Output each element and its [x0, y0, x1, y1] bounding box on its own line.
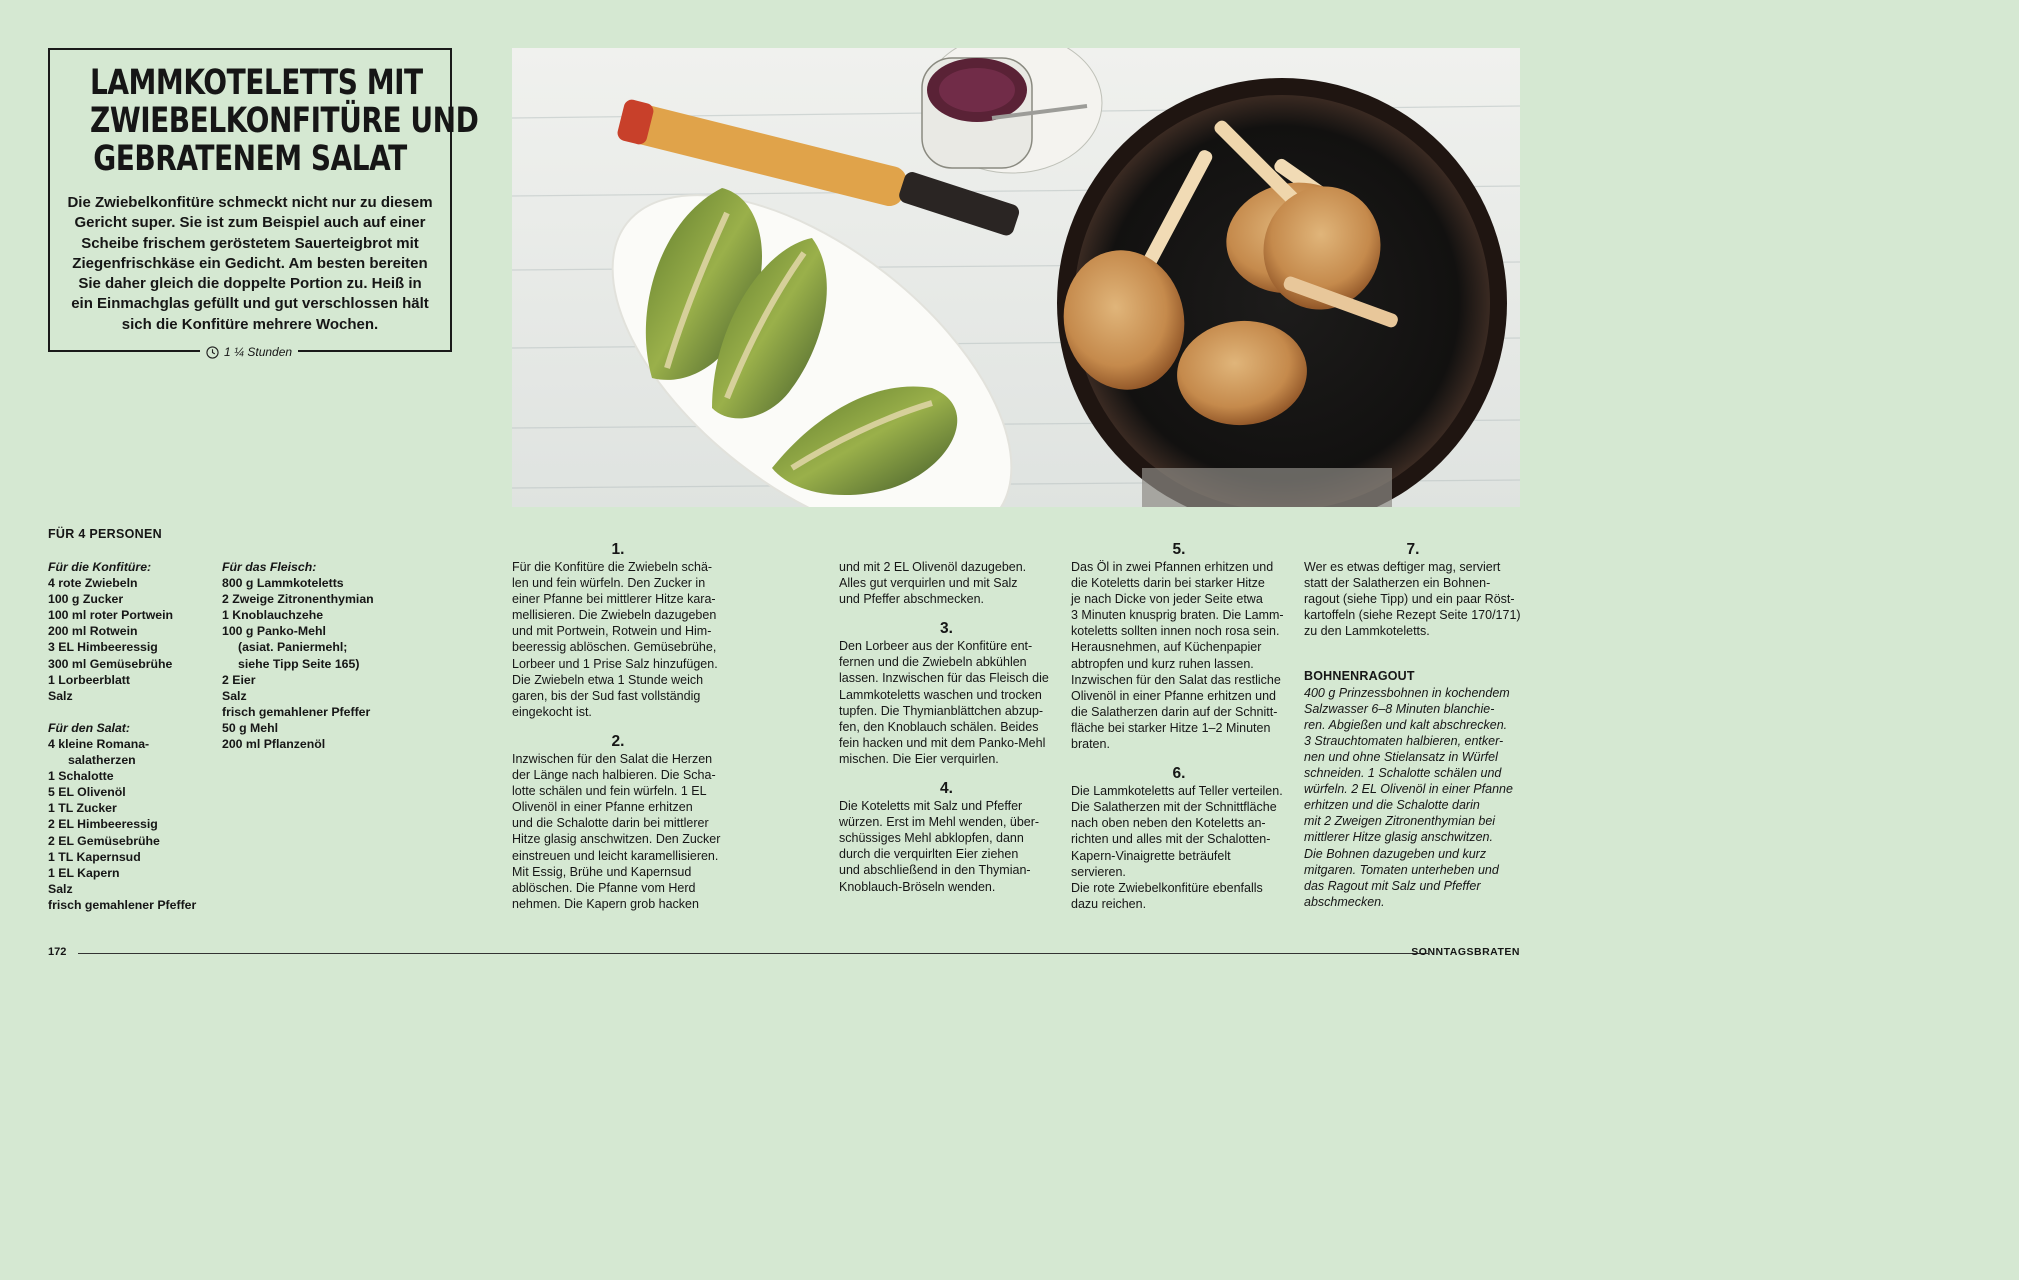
ingredient-item: 100 ml roter Portwein — [48, 608, 174, 623]
step-line: Herausnehmen, auf Küchenpapier — [1071, 640, 1262, 655]
recipe-intro — [64, 193, 436, 335]
ingredient-item: 50 g Mehl — [222, 720, 279, 735]
step-line: abtropfen und kurz ruhen lassen. — [1071, 656, 1254, 671]
ingredient-item: 200 ml Pflanzenöl — [222, 737, 326, 752]
title-line: LAMMKOTELETTS MIT — [90, 63, 423, 103]
ingredient-item: salatherzen — [68, 753, 136, 768]
intro-line: Sie daher gleich die doppelte Portion zu. Heiß in — [78, 275, 422, 293]
ingredient-item: Salz — [48, 688, 73, 703]
step-line: nach oben neben den Koteletts an- — [1071, 816, 1266, 831]
step-line: zu den Lammkoteletts. — [1304, 624, 1430, 639]
step-line: und abschließend in den Thymian- — [839, 863, 1031, 878]
ingredient-item: 2 EL Gemüsebrühe — [48, 833, 160, 848]
step-line: Hitze glasig anschwitzen. Den Zucker — [512, 832, 721, 847]
step-line: und Pfeffer abschmecken. — [839, 592, 984, 607]
step-line: würzen. Erst im Mehl wenden, über- — [839, 815, 1040, 830]
step-line: schüssiges Mehl abklopfen, dann — [839, 831, 1024, 846]
step-line: Für die Konfitüre die Zwiebeln schä- — [512, 560, 713, 574]
tip-line: schneiden. 1 Schalotte schälen und — [1304, 766, 1502, 781]
intro-line: ein Einmachglas gefüllt und gut verschlossen hält — [71, 295, 429, 313]
ingredient-item: 100 g Zucker — [48, 592, 124, 607]
step-line: Das Öl in zwei Pfannen erhitzen und — [1071, 560, 1274, 574]
tip-line: mitgaren. Tomaten unterheben und — [1304, 862, 1499, 877]
step-line: Die Koteletts mit Salz und Pfeffer — [839, 799, 1023, 814]
step-line: 3 Minuten knusprig braten. Die Lamm- — [1071, 608, 1284, 623]
ingredient-group-heading: Für die Konfitüre: — [48, 560, 152, 574]
tip-text — [1304, 685, 1522, 910]
step-number: 5. — [1172, 541, 1186, 558]
ingredient-item: 100 g Panko-Mehl — [222, 624, 326, 639]
tip-line: mit 2 Zweigen Zitronenthymian bei — [1304, 814, 1496, 829]
prep-time — [200, 344, 298, 360]
page-number: 172 — [48, 946, 67, 958]
step-line: fein hacken und mit dem Panko-Mehl — [839, 735, 1046, 750]
step-number: 1. — [611, 541, 625, 558]
step-line: len und fein würfeln. Den Zucker in — [512, 576, 706, 591]
tip-line: mittlerer Hitze glasig anschwitzen. — [1304, 830, 1493, 845]
step-line: richten und alles mit der Schalotten- — [1071, 832, 1271, 847]
step-line: beeressig ablöschen. Gemüsebrühe, — [512, 640, 717, 655]
ingredients-column-2 — [222, 559, 422, 752]
step-line: fen, den Knoblauch schälen. Beides — [839, 719, 1039, 734]
ingredient-item: frisch gemahlener Pfeffer — [48, 897, 197, 912]
ingredient-item: Salz — [48, 881, 73, 896]
step-line: je nach Dicke von jeder Seite etwa — [1071, 592, 1263, 607]
step-line: fläche bei starker Hitze 1–2 Minuten — [1071, 720, 1271, 735]
intro-line: Ziegenfrischkäse ein Gedicht. Am besten bereiten — [72, 254, 428, 272]
step-line: Olivenöl in einer Pfanne erhitzen und — [1071, 688, 1276, 703]
section-name: SONNTAGSBRATEN — [1411, 946, 1520, 958]
step-line: braten. — [1071, 737, 1110, 752]
ingredient-item: frisch gemahlener Pfeffer — [222, 704, 371, 719]
clock-icon — [206, 346, 219, 359]
steps-column-4 — [1304, 541, 1522, 910]
step-line: Die Zwiebeln etwa 1 Stunde weich — [512, 672, 704, 687]
step-line: Kapern-Vinaigrette beträufelt servieren. — [1071, 848, 1231, 879]
tip-line: würfeln. 2 EL Olivenöl in einer Pfanne — [1304, 782, 1513, 797]
ingredient-item: 1 EL Kapern — [48, 865, 120, 880]
step-line: der Länge nach halbieren. Die Scha- — [512, 768, 716, 783]
title-line: ZWIEBELKONFITÜRE UND — [90, 101, 479, 141]
step-line: Knoblauch-Bröseln wenden. — [839, 879, 996, 894]
step-line: dazu reichen. — [1071, 896, 1147, 911]
footer-rule — [78, 953, 1428, 954]
intro-line: sich die Konfitüre mehrere Wochen. — [121, 315, 379, 333]
step-line: nehmen. Die Kapern grob hacken — [512, 896, 699, 911]
ingredient-item: 4 kleine Romana- — [48, 736, 150, 751]
ingredient-item: 2 Zweige Zitronenthymian — [222, 592, 374, 607]
step-line: Olivenöl in einer Pfanne erhitzen — [512, 800, 693, 815]
step-line: Die Lammkoteletts auf Teller verteilen. — [1071, 784, 1283, 799]
tip-line: abschmecken. — [1304, 894, 1385, 909]
step-line: koteletts sollten innen noch rosa sein. — [1071, 624, 1280, 639]
tip-line: Salzwasser 6–8 Minuten blanchie- — [1304, 701, 1495, 716]
tip-heading: BOHNENRAGOUT — [1304, 669, 1415, 684]
ingredient-group-heading: Für den Salat: — [48, 720, 130, 735]
ingredient-item: 1 TL Zucker — [48, 801, 117, 816]
intro-line: Scheibe frischem geröstetem Sauerteigbrot mit — [81, 234, 419, 252]
step-line: statt der Salatherzen ein Bohnen- — [1304, 576, 1491, 591]
step-line: die Koteletts darin bei starker Hitze — [1071, 576, 1265, 591]
step-line: Die Salatherzen mit der Schnittfläche — [1071, 800, 1277, 815]
ingredient-item: 1 Schalotte — [48, 769, 114, 784]
ingredient-group-heading: Für das Fleisch: — [222, 560, 317, 574]
step-line: Lorbeer und 1 Prise Salz hinzufügen. — [512, 656, 718, 671]
step-line: Wer es etwas deftiger mag, serviert — [1304, 560, 1501, 574]
ingredient-item: Salz — [222, 688, 247, 703]
step-line: lassen. Inzwischen für das Fleisch die — [839, 671, 1049, 686]
tip-line: erhitzen und die Schalotte darin — [1304, 798, 1480, 813]
ingredient-item: 4 rote Zwiebeln — [48, 576, 138, 591]
step-line: und die Schalotte darin bei mittlerer — [512, 816, 709, 831]
step-line: kartoffeln (siehe Rezept Seite 170/171) — [1304, 608, 1521, 623]
step-line: mellisieren. Die Zwiebeln dazugeben — [512, 608, 717, 623]
ingredient-item: 800 g Lammkoteletts — [222, 576, 344, 591]
servings-label: FÜR 4 PERSONEN — [48, 527, 162, 541]
ingredient-item: (asiat. Paniermehl; — [238, 640, 348, 655]
step-line: eingekocht ist. — [512, 704, 592, 719]
step-number: 4. — [940, 780, 953, 798]
tip-line: nen und ohne Stielansatz in Würfel — [1304, 749, 1498, 764]
step-line: lotte schälen und fein würfeln. 1 EL — [512, 784, 707, 799]
step-line: einstreuen und leicht karamellisieren. — [512, 848, 719, 863]
recipe-header-box — [48, 48, 479, 359]
ingredient-item: 1 Lorbeerblatt — [48, 672, 130, 687]
step-number: 2. — [611, 732, 625, 750]
step-number: 6. — [1172, 765, 1186, 783]
step-line: Den Lorbeer aus der Konfitüre ent- — [839, 639, 1033, 654]
recipe-photo — [512, 48, 1520, 507]
tip-line: 400 g Prinzessbohnen in kochendem — [1304, 685, 1510, 700]
step-line: garen, bis der Sud fast vollständig — [512, 688, 701, 703]
step-line: einer Pfanne bei mittlerer Hitze kara- — [512, 592, 716, 607]
step-line: Alles gut verquirlen und mit Salz — [839, 576, 1018, 591]
ingredients-column-1 — [48, 559, 218, 913]
step-line: Lammkoteletts waschen und trocken — [839, 687, 1042, 702]
step-line: die Salatherzen darin auf der Schnitt- — [1071, 704, 1278, 719]
step-number: 7. — [1406, 541, 1420, 558]
title-line: GEBRATENEM SALAT — [93, 139, 407, 179]
step-line: Mit Essig, Brühe und Kapernsud — [512, 864, 692, 879]
step-line: Inzwischen für den Salat das restliche — [1071, 672, 1281, 687]
tip-line: 3 Strauchtomaten halbieren, entker- — [1304, 733, 1504, 748]
intro-line: Gericht super. Sie ist zum Beispiel auch auf einer — [74, 214, 426, 232]
step-line: und mit Portwein, Rotwein und Him- — [512, 624, 712, 639]
step-line: ablöschen. Die Pfanne vom Herd — [512, 880, 696, 895]
ingredient-item: 1 TL Kapernsud — [48, 849, 141, 864]
step-line: durch die verquirlten Eier ziehen — [839, 847, 1019, 862]
ingredient-item: 3 EL Himbeeressig — [48, 640, 158, 655]
ingredient-item: 300 ml Gemüsebrühe — [48, 656, 173, 671]
step-line: Die rote Zwiebelkonfitüre ebenfalls — [1071, 880, 1263, 895]
step-line: ragout (siehe Tipp) und ein paar Röst- — [1304, 592, 1515, 607]
steps-column-1 — [512, 541, 724, 912]
ingredient-item: 200 ml Rotwein — [48, 624, 138, 639]
step-line: tupfen. Die Thymianblättchen abzup- — [839, 703, 1044, 718]
step-line: Inzwischen für den Salat die Herzen — [512, 751, 713, 766]
step-line: fernen und die Zwiebeln abkühlen — [839, 655, 1027, 670]
tip-line: ren. Abgießen und kalt abschrecken. — [1304, 717, 1508, 732]
step-number: 3. — [940, 620, 953, 638]
ingredient-item: 2 Eier — [222, 672, 256, 687]
steps-column-3 — [1071, 541, 1287, 912]
ingredient-item: 1 Knoblauchzehe — [222, 608, 324, 623]
ingredient-item: 2 EL Himbeeressig — [48, 817, 158, 832]
prep-time-label: 1 ¼ Stunden — [224, 345, 293, 359]
step-line: und mit 2 EL Olivenöl dazugeben. — [839, 560, 1027, 574]
tip-line: das Ragout mit Salz und Pfeffer — [1304, 878, 1481, 893]
steps-column-2 — [839, 559, 1054, 895]
recipe-title — [90, 63, 479, 179]
ingredient-item: siehe Tipp Seite 165) — [238, 656, 360, 671]
step-line: mischen. Die Eier verquirlen. — [839, 751, 999, 766]
intro-line: Die Zwiebelkonfitüre schmeckt nicht nur zu diesem — [67, 194, 433, 211]
ingredient-item: 5 EL Olivenöl — [48, 785, 126, 800]
tip-line: Die Bohnen dazugeben und kurz — [1304, 846, 1487, 861]
